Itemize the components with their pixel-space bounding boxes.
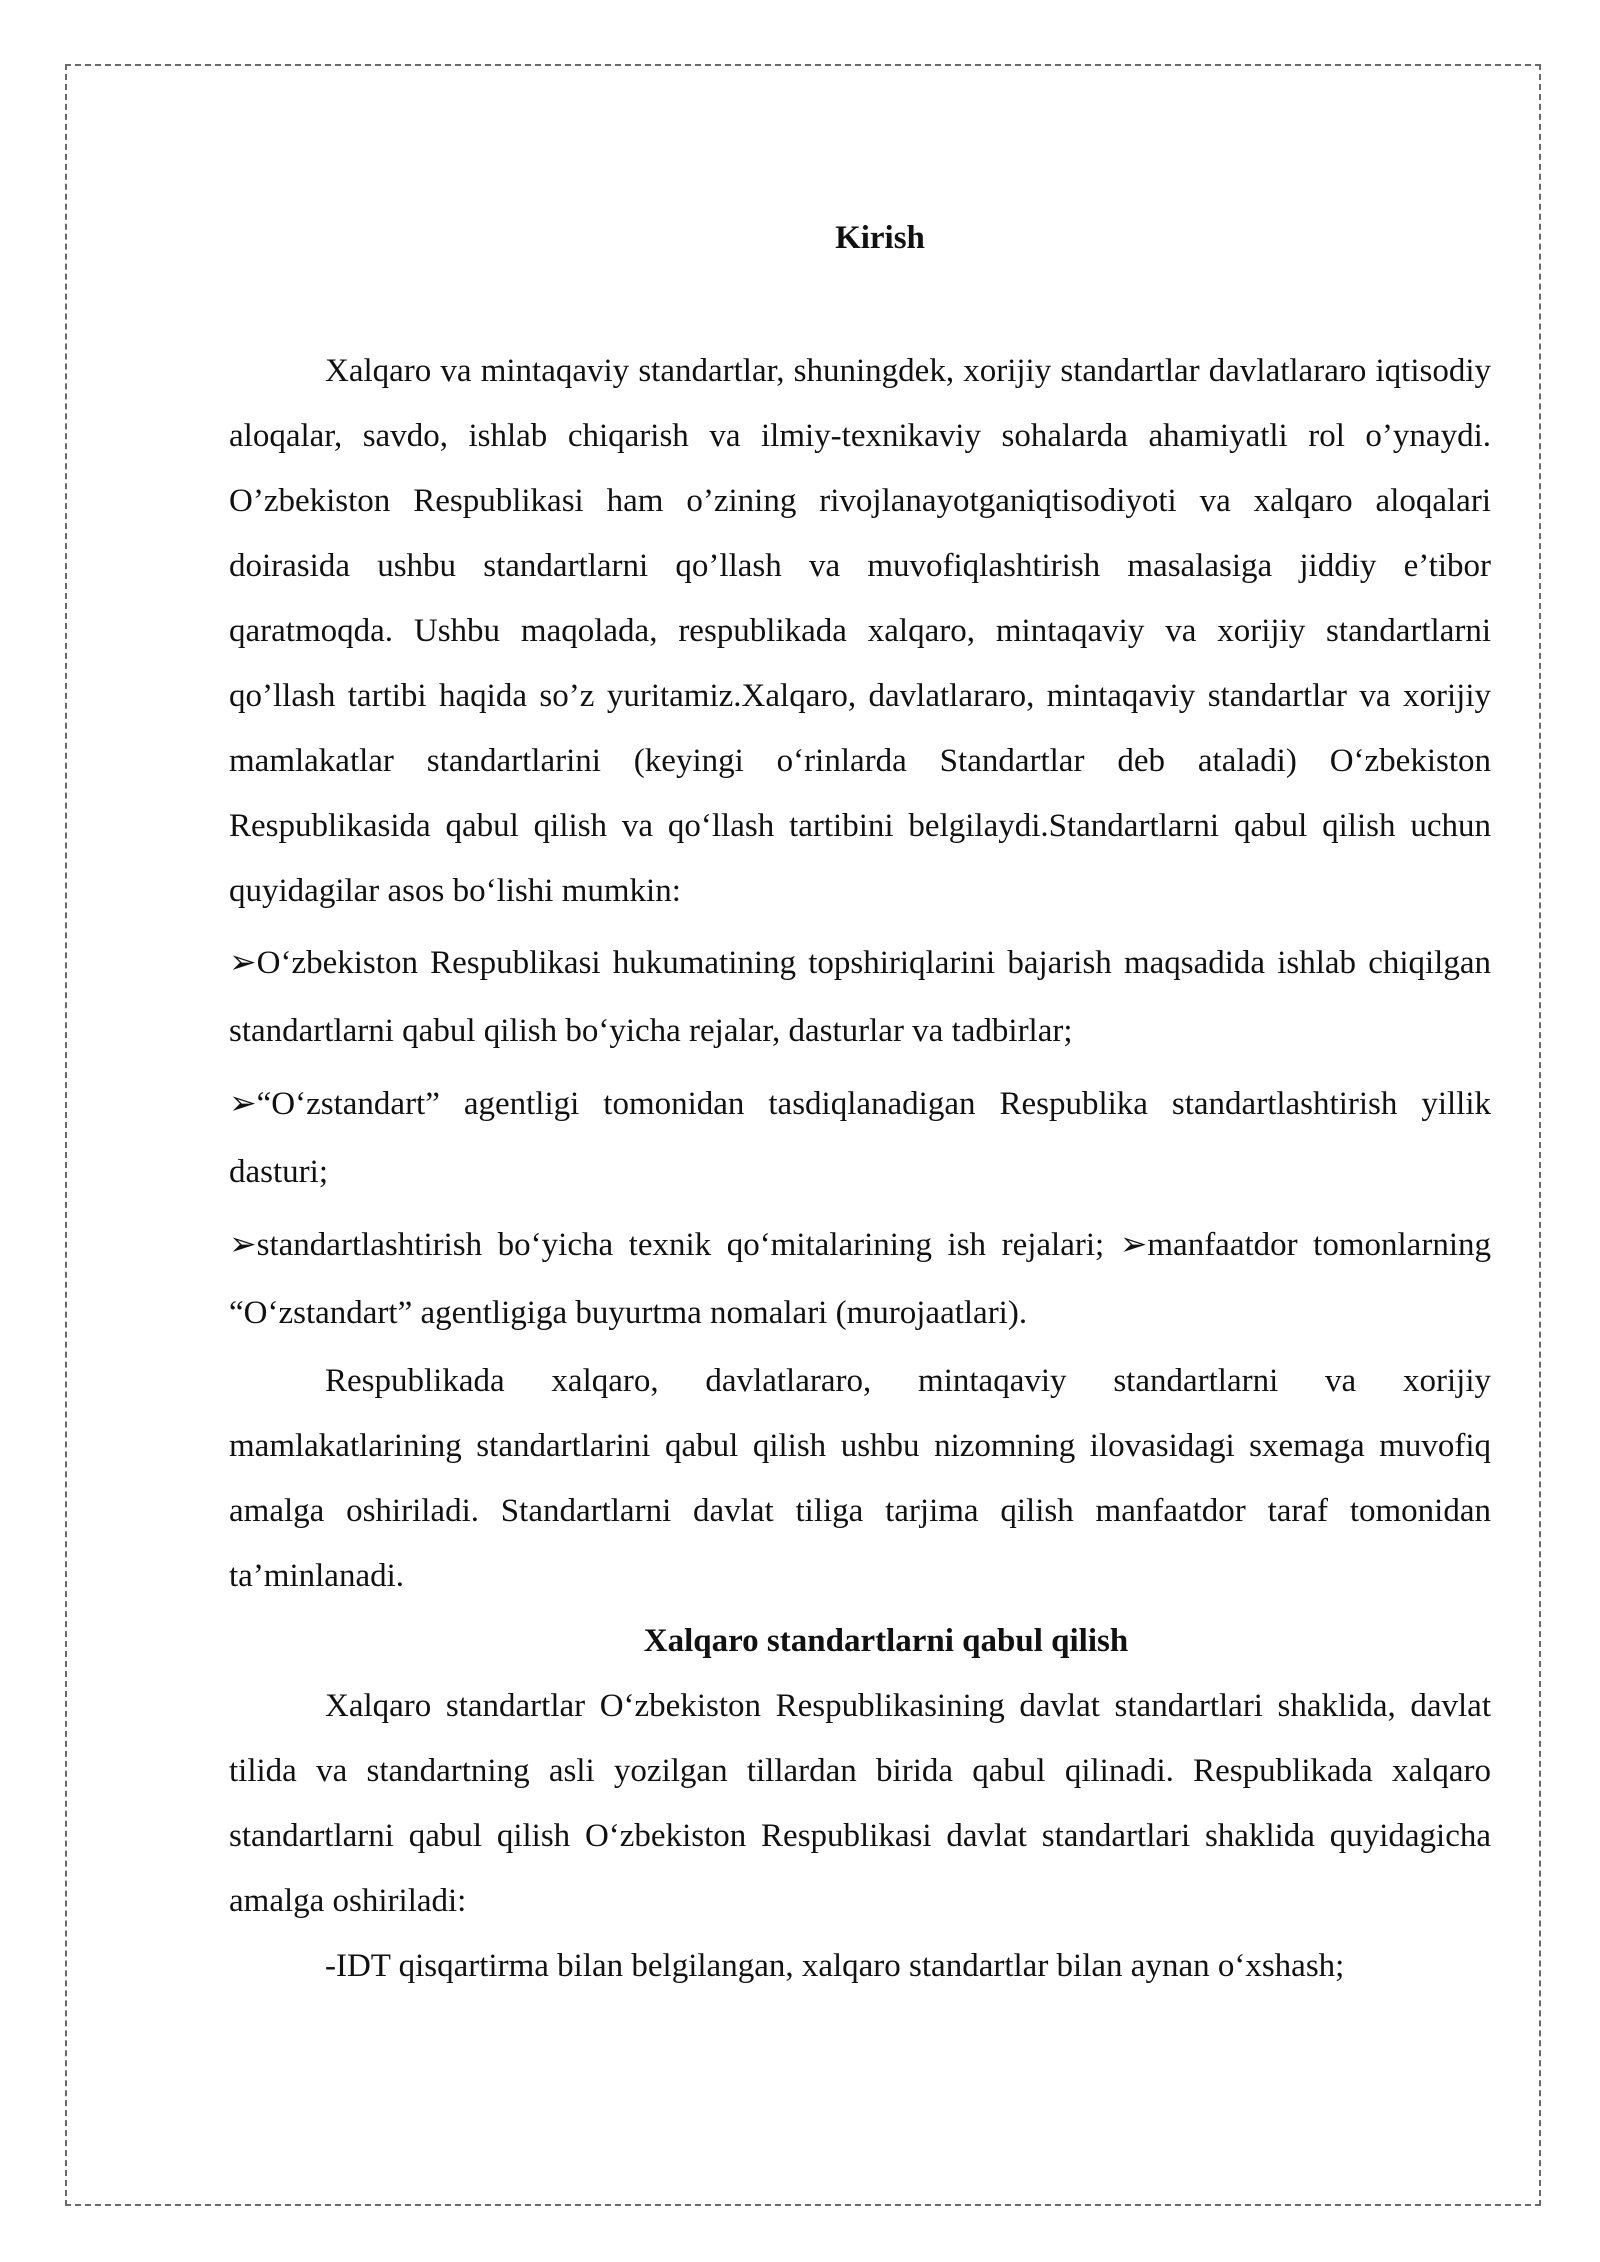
idt-paragraph: -IDT qisqartirma bilan belgilangan, xalqaro standartlar bilan aynan o‘xshash; <box>325 1948 1345 1984</box>
intro-paragraph: Xalqaro va mintaqaviy standartlar, shuningdek, xorijiy standartlar davlatlararo iqtisodiy aloqalar, savdo, ishlab chiqarish va ilmiy-texnikaviy sohalarda ahamiyatli rol o’ynaydi. O’zbekiston Respublikasi ham o’zining rivojlanayotganiqtisodiyoti va xalqaro aloqalari doirasida ushbu standartlarni qo’llash va muvofiqlashtirish masalasiga jiddiy e’tibor qaratmoqda. Ushbu maqolada, respublikada xalqaro, mintaqaviy va xorijiy standartlarni qo’llash tartibi haqida so’z yuritamiz.Xalqaro, davlatlararo, mintaqaviy standartlar va xorijiy mamlakatlar standartlarini (keyingi o‘rinlarda Standartlar deb ataladi) O‘zbekiston Respublikasida qabul qilish va qo‘llash tartibini belgilaydi.Standartlarni qabul qilish uchun quyidagilar asos bo‘lishi mumkin: <box>229 353 1491 909</box>
bullet-item-2: ➢“O‘zstandart” agentligi tomonidan tasdiqlanadigan Respublika standartlashtirish yillik dasturi; <box>229 1086 1491 1190</box>
international-standards-paragraph: Xalqaro standartlar O‘zbekiston Respublikasining davlat standartlari shaklida, davlat tilida va standartning asli yozilgan tillardan birida qabul qilinadi. Respublikada xalqaro standartlarni qabul qilish O‘zbekiston Respublikasi davlat standartlari shaklida quyidagicha amalga oshiriladi: <box>229 1688 1491 1919</box>
page-title: Kirish <box>835 220 925 256</box>
adoption-paragraph: Respublikada xalqaro, davlatlararo, mintaqaviy standartlarni va xorijiy mamlakatlarining standartlarini qabul qilish ushbu nizomning ilovasidagi sxemaga muvofiq amalga oshiriladi. Standartlarni davlat tiliga tarjima qilish manfaatdor taraf tomonidan ta’minlanadi. <box>229 1363 1491 1594</box>
bullet-item-1: ➢O‘zbekiston Respublikasi hukumatining topshiriqlarini bajarish maqsadida ishlab chiqilgan standartlarni qabul qilish bo‘yicha rejalar, dasturlar va tadbirlar; <box>229 945 1491 1049</box>
bullet-item-3: ➢standartlashtirish bo‘yicha texnik qo‘mitalarining ish rejalari; ➢manfaatdor tomonlarning “O‘zstandart” agentligiga buyurtma nomalari (murojaatlari). <box>229 1227 1491 1331</box>
section-heading: Xalqaro standartlarni qabul qilish <box>643 1623 1129 1659</box>
document-body <box>229 212 1491 1999</box>
